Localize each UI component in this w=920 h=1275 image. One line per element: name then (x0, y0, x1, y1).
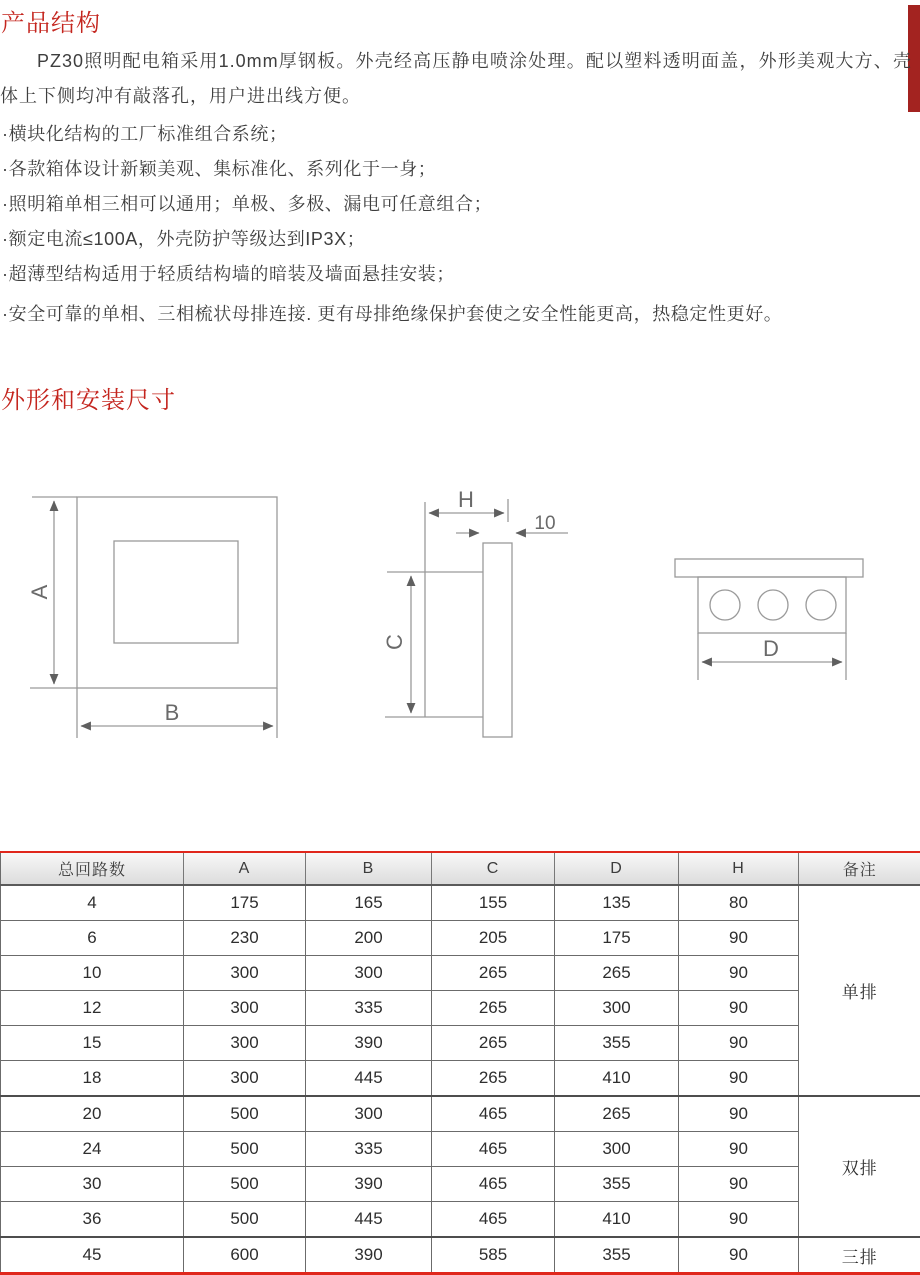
feature-item: ·各款箱体设计新颖美观、集标准化、系列化于一身； (2, 152, 782, 187)
dim-label-B: B (165, 700, 180, 725)
dimension-cell: 265 (432, 991, 555, 1026)
dimension-cell: 390 (306, 1237, 432, 1272)
dimension-table (0, 853, 920, 1272)
header-C: C (432, 853, 555, 885)
dimension-cell: 265 (432, 1061, 555, 1097)
dimension-cell: 15 (1, 1026, 184, 1061)
dimension-cell: 465 (432, 1202, 555, 1238)
header-total-circuits: 总回路数 (1, 853, 184, 885)
dimension-cell: 10 (1, 956, 184, 991)
dimension-cell: 18 (1, 1061, 184, 1097)
dimension-cell: 335 (306, 991, 432, 1026)
dimension-cell: 135 (555, 885, 679, 921)
dimension-cell: 390 (306, 1167, 432, 1202)
header-H: H (679, 853, 799, 885)
feature-item: ·安全可靠的单相、三相梳状母排连接. 更有母排绝缘保护套使之安全性能更高，热稳定性更好。 (2, 297, 782, 332)
dimension-cell: 155 (432, 885, 555, 921)
dimension-cell: 90 (679, 921, 799, 956)
dimension-cell: 300 (555, 1132, 679, 1167)
table-row (1, 1132, 920, 1167)
knockout-hole (710, 590, 740, 620)
dimension-cell: 90 (679, 1167, 799, 1202)
dimension-cell: 500 (184, 1202, 306, 1238)
dimension-cell: 355 (555, 1026, 679, 1061)
dimension-cell: 300 (306, 956, 432, 991)
remark-cell: 三排 (799, 1237, 920, 1272)
dimension-cell: 500 (184, 1167, 306, 1202)
dimension-cell: 24 (1, 1132, 184, 1167)
dim-label-10: 10 (534, 513, 555, 534)
table-row (1, 1237, 920, 1272)
feature-item: ·横块化结构的工厂标准组合系统； (2, 117, 782, 152)
header-D: D (555, 853, 679, 885)
section-title-product-structure: 产品结构 (1, 3, 101, 38)
dim-label-A: A (27, 584, 52, 599)
dimension-cell: 410 (555, 1061, 679, 1097)
dimension-drawings (0, 480, 920, 780)
dimension-cell: 12 (1, 991, 184, 1026)
dimension-cell: 175 (184, 885, 306, 921)
dimension-cell: 465 (432, 1167, 555, 1202)
dimension-cell: 90 (679, 1237, 799, 1272)
dimension-cell: 90 (679, 1061, 799, 1097)
dimension-cell: 230 (184, 921, 306, 956)
dimension-cell: 500 (184, 1096, 306, 1132)
dimension-cell: 300 (184, 991, 306, 1026)
dimension-cell: 175 (555, 921, 679, 956)
dimension-cell: 410 (555, 1202, 679, 1238)
remark-cell: 单排 (799, 885, 920, 1096)
dimension-cell: 300 (184, 1061, 306, 1097)
knockout-hole (758, 590, 788, 620)
header-remark: 备注 (799, 853, 920, 885)
dim-label-D: D (763, 636, 779, 661)
feature-item: ·超薄型结构适用于轻质结构墙的暗装及墙面悬挂安装； (2, 257, 782, 292)
table-row (1, 885, 920, 921)
header-A: A (184, 853, 306, 885)
table-row (1, 1061, 920, 1097)
dimension-table-section (0, 851, 920, 1275)
dimension-cell: 265 (555, 956, 679, 991)
dimension-cell: 265 (432, 1026, 555, 1061)
dimension-cell: 355 (555, 1167, 679, 1202)
dimension-cell: 465 (432, 1132, 555, 1167)
header-B: B (306, 853, 432, 885)
dimension-cell: 36 (1, 1202, 184, 1238)
dimension-cell: 390 (306, 1026, 432, 1061)
dimension-cell: 445 (306, 1061, 432, 1097)
section-title-dimensions: 外形和安装尺寸 (1, 380, 176, 415)
dimension-cell: 20 (1, 1096, 184, 1132)
dimension-cell: 355 (555, 1237, 679, 1272)
dim-label-C: C (382, 634, 407, 650)
table-row (1, 991, 920, 1026)
dimension-cell: 80 (679, 885, 799, 921)
dimension-cell: 90 (679, 991, 799, 1026)
dimension-cell: 205 (432, 921, 555, 956)
dimension-cell: 4 (1, 885, 184, 921)
dimension-cell: 30 (1, 1167, 184, 1202)
remark-cell: 双排 (799, 1096, 920, 1237)
table-header-row (1, 853, 920, 885)
table-row (1, 1026, 920, 1061)
dimension-cell: 90 (679, 1096, 799, 1132)
dimension-cell: 445 (306, 1202, 432, 1238)
dimension-cell: 335 (306, 1132, 432, 1167)
top-view-drawing (675, 559, 863, 680)
table-row (1, 1202, 920, 1238)
dimension-cell: 300 (306, 1096, 432, 1132)
dimension-cell: 465 (432, 1096, 555, 1132)
dimension-table-body (1, 885, 920, 1272)
dimension-cell: 165 (306, 885, 432, 921)
table-row (1, 1096, 920, 1132)
dimension-cell: 585 (432, 1237, 555, 1272)
front-view-drawing (30, 497, 277, 738)
feature-list (2, 117, 782, 332)
knockout-hole (806, 590, 836, 620)
dimension-cell: 300 (184, 1026, 306, 1061)
table-row (1, 956, 920, 991)
feature-item: ·额定电流≤100A，外壳防护等级达到IP3X； (2, 222, 782, 257)
dimension-cell: 90 (679, 1202, 799, 1238)
dimension-cell: 265 (432, 956, 555, 991)
intro-paragraph: PZ30照明配电箱采用1.0mm厚钢板。外壳经高压静电喷涂处理。配以塑料透明面盖，外形美观大方、壳体上下侧均冲有敲落孔，用户进出线方便。 (0, 44, 912, 114)
dimension-cell: 90 (679, 1026, 799, 1061)
table-row (1, 921, 920, 956)
dimension-cell: 600 (184, 1237, 306, 1272)
dimension-cell: 45 (1, 1237, 184, 1272)
table-row (1, 1167, 920, 1202)
dimension-cell: 90 (679, 956, 799, 991)
dimension-cell: 6 (1, 921, 184, 956)
side-view-drawing (385, 499, 568, 737)
dimension-cell: 500 (184, 1132, 306, 1167)
dimension-cell: 265 (555, 1096, 679, 1132)
dimension-cell: 300 (555, 991, 679, 1026)
dimension-cell: 300 (184, 956, 306, 991)
dim-label-H: H (458, 487, 474, 512)
dimension-cell: 200 (306, 921, 432, 956)
dimension-cell: 90 (679, 1132, 799, 1167)
feature-item: ·照明箱单相三相可以通用；单极、多极、漏电可任意组合； (2, 187, 782, 222)
